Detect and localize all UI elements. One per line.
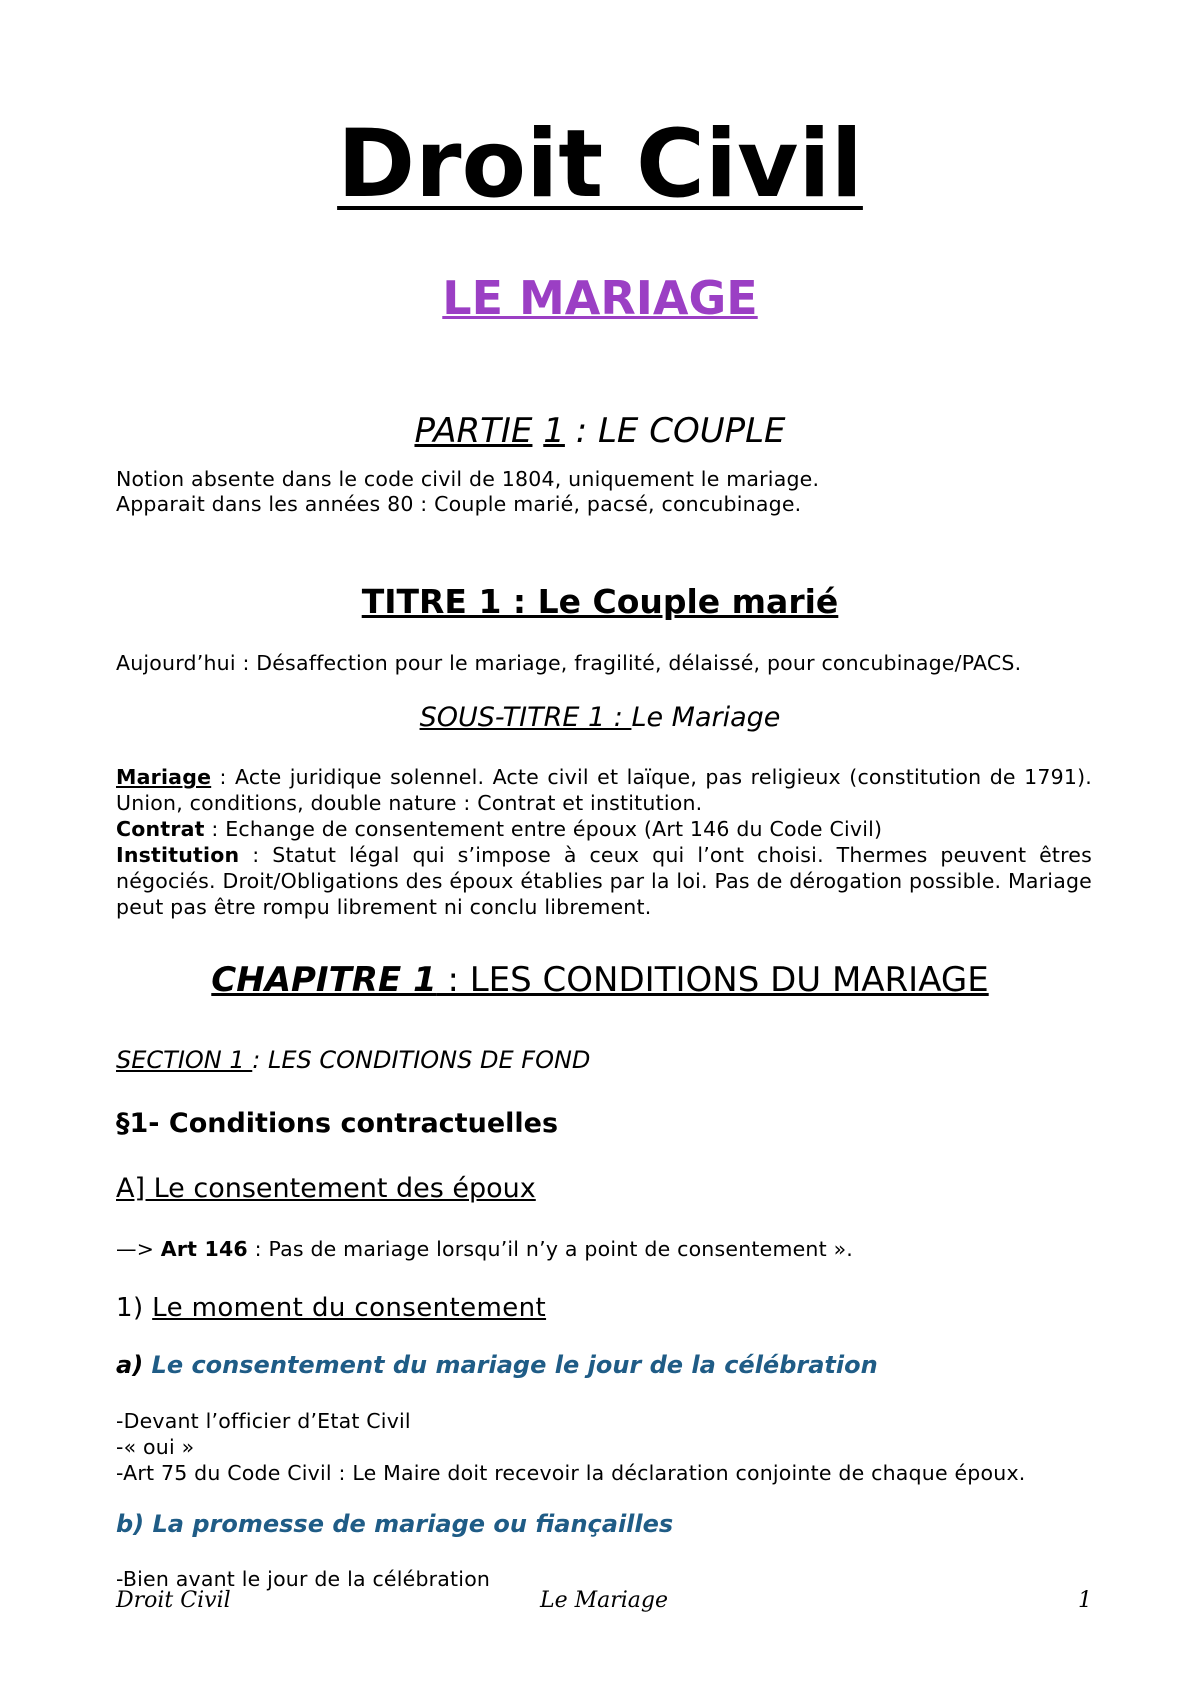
footer-left: Droit Civil xyxy=(116,1588,231,1613)
chapitre-heading xyxy=(0,960,1200,1000)
footer-center: Le Mariage xyxy=(539,1588,669,1613)
definition-contrat xyxy=(116,816,1092,842)
section-label: SECTION 1 xyxy=(116,1046,253,1074)
list-a-item-2: -« oui » xyxy=(116,1435,195,1459)
art-146-ref: Art 146 xyxy=(160,1237,248,1261)
sous-titre-heading xyxy=(0,704,1200,731)
paragraph-heading: §1- Conditions contractuelles xyxy=(116,1108,559,1139)
chapitre-label: CHAPITRE 1 xyxy=(211,960,437,1000)
art-146-text: : Pas de mariage lorsqu’il n’y a point de consentement ». xyxy=(247,1237,854,1261)
arrow-icon: —> xyxy=(116,1237,161,1261)
intro-line-2: Apparait dans les années 80 : Couple marié, pacsé, concubinage. xyxy=(116,492,802,516)
partie-heading xyxy=(0,411,1200,451)
text-contrat: : Echange de consentement entre époux (Art 146 du Code Civil) xyxy=(204,817,883,841)
page-number: 1 xyxy=(1078,1588,1092,1613)
partie-rest: : LE COUPLE xyxy=(564,411,786,451)
sous-titre-label: SOUS-TITRE 1 : xyxy=(419,702,632,733)
aujourdhui-paragraph: Aujourd’hui : Désaffection pour le mariage, fragilité, délaissé, pour concubinage/PACS. xyxy=(116,651,1022,675)
section-heading xyxy=(116,1048,590,1072)
list-a-item-1: -Devant l’officier d’Etat Civil xyxy=(116,1409,411,1433)
sub-a-heading xyxy=(116,1353,878,1377)
list-b-item-1: -Bien avant le jour de la célébration xyxy=(116,1567,491,1591)
sub-a-letter: a) xyxy=(116,1351,144,1379)
chapitre-rest: : LES CONDITIONS DU MARIAGE xyxy=(436,960,989,1000)
sub-b-heading: b) La promesse de mariage ou fiançailles xyxy=(116,1510,674,1538)
definition-mariage xyxy=(116,764,1092,816)
titre-heading: TITRE 1 : Le Couple marié xyxy=(361,582,839,621)
term-contrat: Contrat xyxy=(116,817,205,841)
document-subtitle: LE MARIAGE xyxy=(442,271,758,325)
definitions-block xyxy=(116,764,1092,920)
sub-a-text: Le consentement du mariage le jour de la célébration xyxy=(143,1351,878,1379)
section-rest: : LES CONDITIONS DE FOND xyxy=(252,1046,591,1074)
document-title: Droit Civil xyxy=(337,110,863,219)
text-mariage: : Acte juridique solennel. Acte civil et laïque, pas religieux (constitution de 1791). Union, conditions, double nature : Contrat et institution. xyxy=(116,765,1092,815)
text-institution: : Statut légal qui s’impose à ceux qui l’ont choisi. Thermes peuvent êtres négociés. Droit/Obligations des époux établies par la loi. Pas de dérogation possible. Mariage peut pas être rompu librement ni conclu librement. xyxy=(116,843,1092,919)
term-institution: Institution xyxy=(116,843,240,867)
intro-line-1: Notion absente dans le code civil de 1804, uniquement le mariage. xyxy=(116,467,820,491)
partie-label: PARTIE xyxy=(414,411,533,451)
moment-number: 1) xyxy=(116,1293,153,1323)
partie-number: 1 xyxy=(543,411,565,451)
part-a-heading: A] Le consentement des époux xyxy=(116,1173,536,1204)
moment-label: Le moment du consentement xyxy=(152,1293,547,1323)
art-146-line xyxy=(116,1236,853,1262)
sous-titre-rest: Le Mariage xyxy=(631,702,781,733)
term-mariage: Mariage xyxy=(116,765,212,789)
moment-heading xyxy=(116,1295,546,1321)
list-a-item-3: -Art 75 du Code Civil : Le Maire doit recevoir la déclaration conjointe de chaque époux. xyxy=(116,1461,1026,1485)
definition-institution xyxy=(116,842,1092,920)
